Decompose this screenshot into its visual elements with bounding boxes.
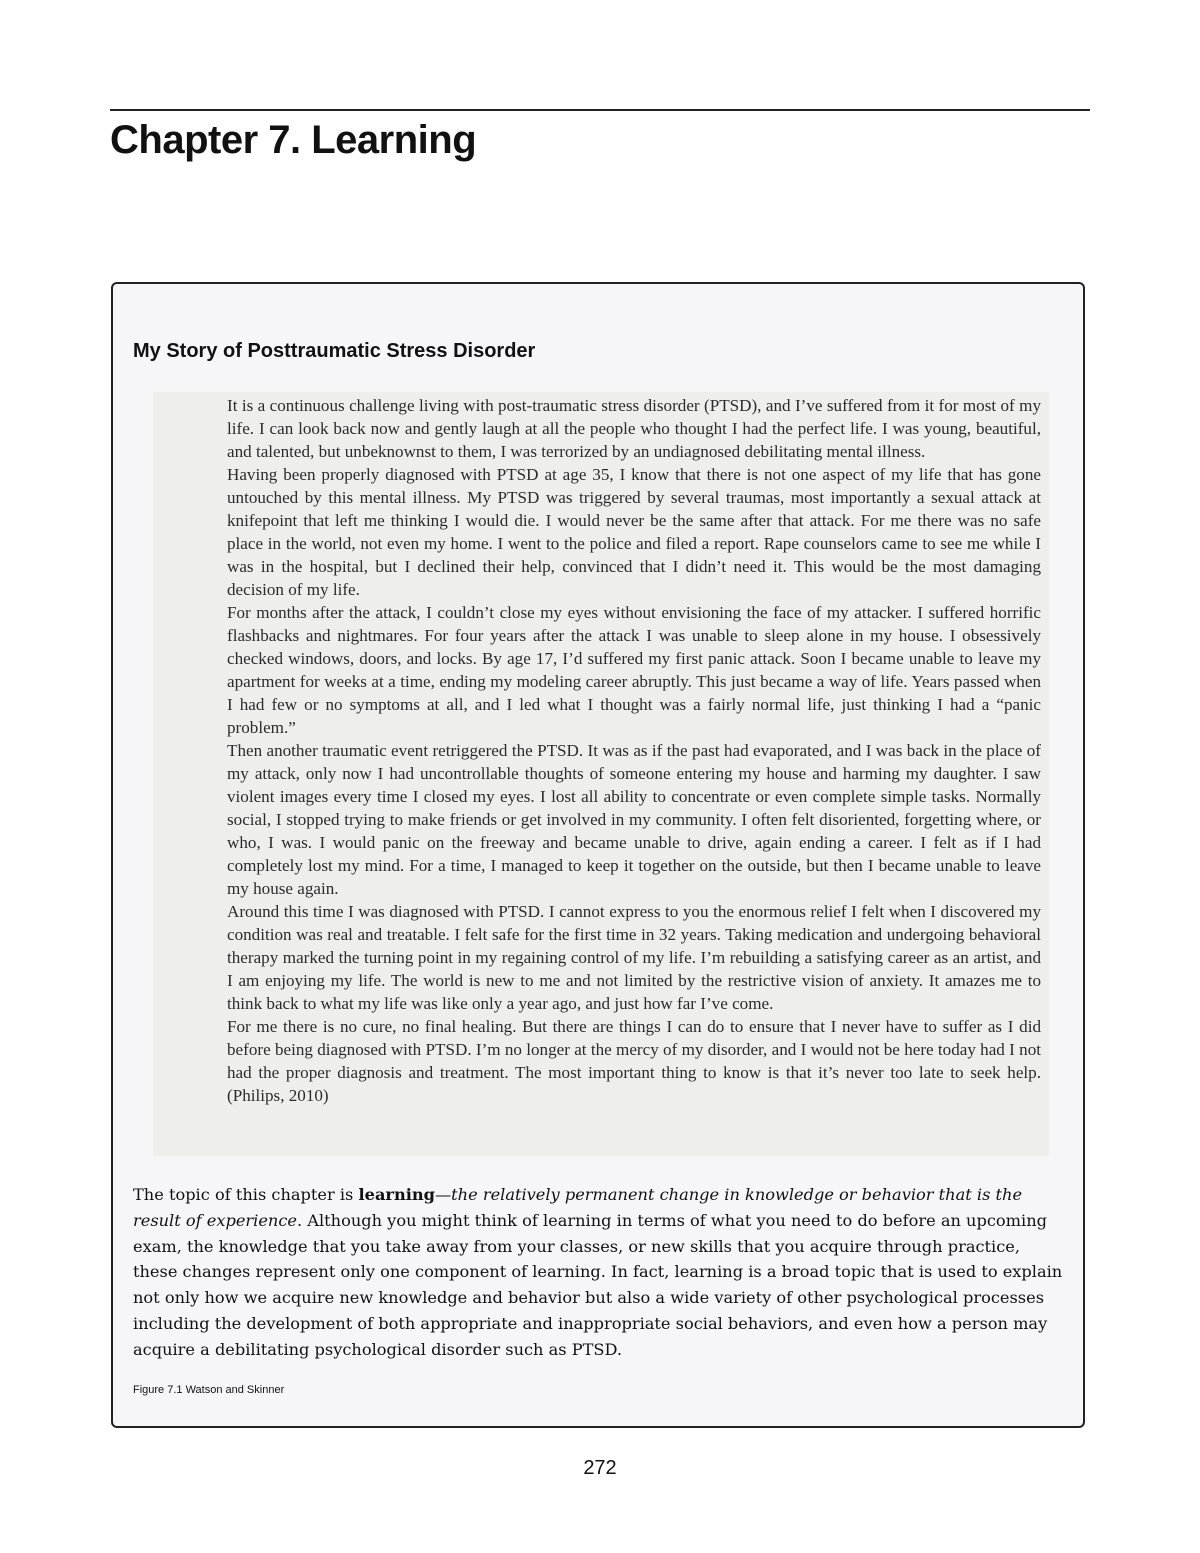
story-paragraph-1: It is a continuous challenge living with post-traumatic stress disorder (PTSD), and I’ve suffered from it for most of my life. I can look back now and gently laugh at all the people who thought I had the perfect life. I was young, beautiful, and talented, but unbeknownst to them, I was terrorized by an undiagnosed debilitating mental illness. <box>227 396 1041 461</box>
story-paragraph-5: Around this time I was diagnosed with PTSD. I cannot express to you the enormous relief I felt when I discovered my condition was real and treatable. I felt safe for the first time in 32 years. Taking medication and undergoing behavioral therapy marked the turning point in my regaining control of my life. I’m rebuilding a satisfying career as an artist, and I am enjoying my life. The world is new to me and not limited by the restrictive vision of anxiety. It amazes me to think back to what my life was like only a year ago, and just how far I’ve come. <box>227 902 1041 1013</box>
story-paragraph-6: For me there is no cure, no final healing. But there are things I can do to ensure that I never have to suffer as I did before being diagnosed with PTSD. I’m no longer at the mercy of my disorder, and I would not be here today had I not had the proper diagnosis and treatment. The most important thing to know is that it’s never too late to seek help. (Philips, 2010) <box>227 1017 1041 1105</box>
story-paragraph-3: For months after the attack, I couldn’t close my eyes without envisioning the face of my attacker. I suffered horrific flashbacks and nightmares. For four years after the attack I was unable to sleep alone in my house. I obsessively checked windows, doors, and locks. By age 17, I’d suffered my first panic attack. Soon I became unable to leave my apartment for weeks at a time, ending my modeling career abruptly. This just became a way of life. Years passed when I had few or no symptoms at all, and I led what I thought was a fairly normal life, just thinking I had a “panic problem.” <box>227 603 1041 737</box>
intro-body: . Although you might think of learning in terms of what you need to do before an upcoming exam, the knowledge that you take away from your classes, or new skills that you acquire through practice, these changes represent only one component of learning. In fact, learning is a broad topic that is used to explain not only how we acquire new knowledge and behavior but also a wide variety of other psychological processes including the development of both appropriate and inappropriate social behaviors, and even how a person may acquire a debilitating psychological disorder such as PTSD. <box>133 1210 1063 1359</box>
intro-lead: The topic of this chapter is <box>133 1185 359 1204</box>
story-paragraph-2: Having been properly diagnosed with PTSD at age 35, I know that there is not one aspect of my life that has gone untouched by this mental illness. My PTSD was triggered by several traumas, most importantly a sexual attack at knifepoint that left me thinking I would die. I would never be the same after that attack. For me there was no safe place in the world, not even my home. I went to the police and filed a report. Rape counselors came to see me while I was in the hospital, but I declined their help, convinced that I didn’t need it. This would be the most damaging decision of my life. <box>227 465 1041 599</box>
chapter-intro-paragraph <box>133 1182 1063 1363</box>
chapter-title: Chapter 7. Learning <box>110 118 477 162</box>
chapter-rule <box>110 109 1090 111</box>
key-term-learning: learning <box>358 1185 435 1204</box>
personal-story-quote <box>153 392 1049 1156</box>
page-number: 272 <box>583 1457 617 1479</box>
feature-box <box>111 282 1085 1428</box>
feature-box-title: My Story of Posttraumatic Stress Disorder <box>133 340 536 362</box>
key-term-definition: —the relatively permanent change in knowledge or behavior that is the result of experience <box>133 1185 1023 1230</box>
story-paragraph-4: Then another traumatic event retriggered the PTSD. It was as if the past had evaporated, and I was back in the place of my attack, only now I had uncontrollable thoughts of someone entering my house and harming my daughter. I saw violent images every time I closed my eyes. I lost all ability to concentrate or even complete simple tasks. Normally social, I stopped trying to make friends or get involved in my community. I often felt disoriented, forgetting where, or who, I was. I would panic on the freeway and became unable to drive, again ending a career. I felt as if I had completely lost my mind. For a time, I managed to keep it together on the outside, but then I became unable to leave my house again. <box>227 741 1041 898</box>
figure-caption: Figure 7.1 Watson and Skinner <box>133 1384 285 1396</box>
